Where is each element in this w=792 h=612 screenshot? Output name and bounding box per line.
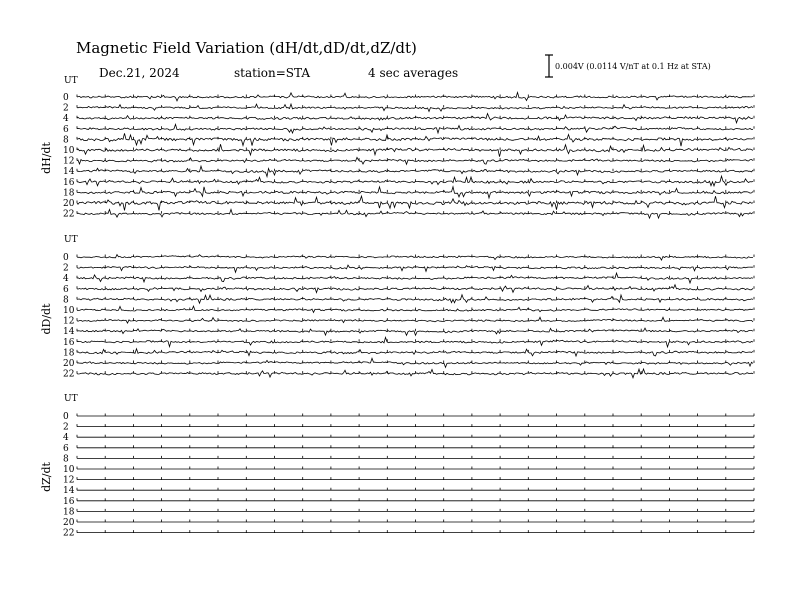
trace-line — [77, 187, 753, 198]
hour-label: 18 — [63, 348, 75, 359]
panel-dz-dt — [40, 394, 754, 539]
trace-line — [77, 328, 753, 335]
station-label: station=STA — [234, 66, 311, 80]
date-label: Dec.21, 2024 — [99, 66, 180, 80]
trace-line — [77, 265, 753, 272]
hour-label: 16 — [63, 337, 75, 348]
trace-line — [77, 144, 753, 157]
hour-label: 6 — [63, 124, 69, 135]
trace-line — [77, 358, 753, 367]
hour-label: 12 — [63, 316, 75, 327]
scale-bar — [545, 55, 553, 77]
trace-line — [77, 114, 753, 123]
trace-line — [77, 176, 753, 186]
hour-label: 8 — [63, 135, 69, 146]
dd-dt-axis-label: dD/dt — [40, 303, 53, 335]
trace-line — [77, 317, 753, 323]
scale-label: 0.004V (0.0114 V/nT at 0.1 Hz at STA) — [555, 62, 711, 71]
hour-label: 2 — [63, 263, 69, 274]
hour-label: 12 — [63, 475, 75, 486]
hour-label: 10 — [63, 306, 75, 316]
hour-label: 6 — [63, 443, 69, 454]
trace-line — [77, 92, 753, 101]
trace-line — [77, 337, 753, 347]
hour-label: 20 — [63, 359, 75, 369]
hour-label: 22 — [63, 528, 75, 539]
hour-label: 12 — [63, 156, 75, 167]
ut-axis-label: UT — [64, 235, 78, 245]
hour-label: 2 — [63, 422, 69, 433]
hour-label: 8 — [63, 295, 69, 306]
hour-label: 14 — [63, 486, 75, 497]
hour-label: 14 — [63, 167, 75, 178]
dz-dt-axis-label: dZ/dt — [40, 462, 53, 492]
hour-label: 4 — [63, 433, 69, 444]
hour-label: 10 — [63, 465, 75, 475]
panel-dd-dt — [40, 235, 754, 380]
figure-title: Magnetic Field Variation (dH/dt,dD/dt,dZ/dt) — [76, 39, 417, 57]
hour-label: 20 — [63, 199, 75, 209]
hour-label: 8 — [63, 454, 69, 465]
trace-line — [77, 295, 753, 304]
trace-line — [77, 369, 753, 378]
dh-dt-axis-label: dH/dt — [40, 142, 53, 174]
trace-line — [77, 349, 753, 356]
ut-axis-label: UT — [64, 76, 78, 86]
hour-label: 0 — [63, 93, 69, 103]
hour-label: 4 — [63, 274, 69, 285]
panel-dh-dt — [40, 76, 754, 220]
trace-line — [77, 255, 753, 261]
hour-label: 18 — [63, 507, 75, 518]
trace-line — [77, 209, 753, 218]
hour-label: 22 — [63, 209, 75, 220]
hour-label: 14 — [63, 327, 75, 338]
trace-line — [77, 104, 753, 111]
hour-label: 20 — [63, 518, 75, 528]
trace-line — [77, 166, 753, 176]
trace-line — [77, 273, 753, 283]
hour-label: 10 — [63, 146, 75, 156]
trace-line — [77, 196, 753, 210]
hour-label: 0 — [63, 412, 69, 422]
hour-label: 4 — [63, 114, 69, 125]
trace-line — [77, 285, 753, 293]
trace-line — [77, 306, 753, 312]
hour-label: 16 — [63, 177, 75, 188]
hour-label: 0 — [63, 253, 69, 263]
hour-label: 18 — [63, 188, 75, 199]
hour-label: 2 — [63, 103, 69, 114]
trace-line — [77, 157, 753, 164]
hour-label: 6 — [63, 284, 69, 295]
hour-label: 16 — [63, 496, 75, 507]
trace-line — [77, 124, 753, 133]
averaging-label: 4 sec averages — [368, 66, 459, 80]
trace-line — [77, 133, 753, 146]
hour-label: 22 — [63, 369, 75, 380]
ut-axis-label: UT — [64, 394, 78, 404]
